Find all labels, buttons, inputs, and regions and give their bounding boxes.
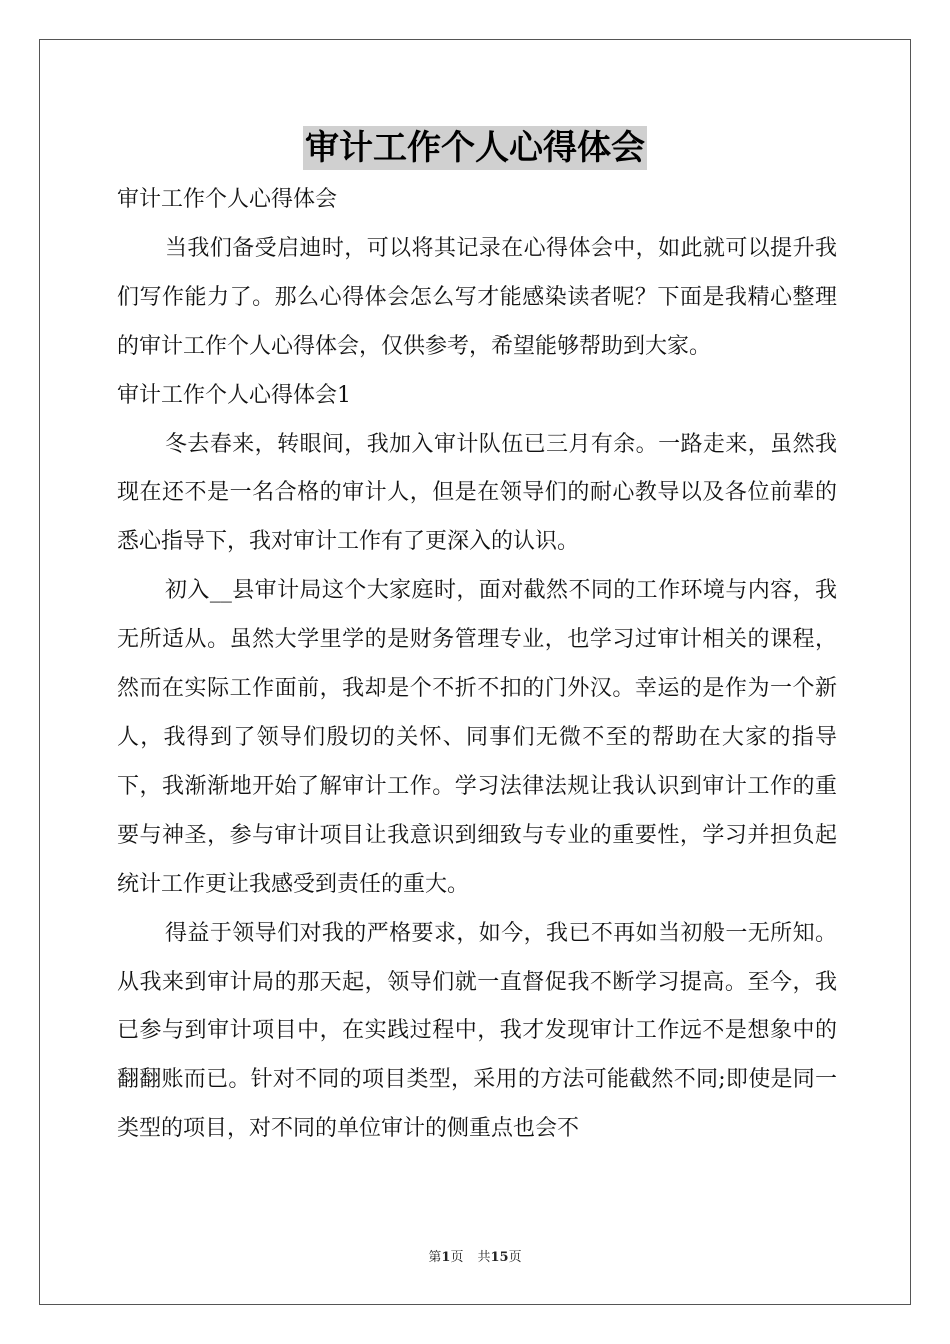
page-footer xyxy=(0,1246,950,1265)
paragraph-3: 得益于领导们对我的严格要求，如今，我已不再如当初般一无所知。从我来到审计局的那天起，领导们就一直督促我不断学习提高。至今，我已参与到审计项目中，在实践过程中，我才发现审计工作远不是想象中的翻翻账而已。针对不同的项目类型，采用的方法可能截然不同;即使是同一类型的项目，对不同的单位审计的侧重点也会不 xyxy=(117,920,837,1142)
total-prefix: 共 xyxy=(477,1250,491,1265)
title-container xyxy=(0,126,950,170)
paragraph-1: 冬去春来，转眼间，我加入审计队伍已三月有余。一路走来，虽然我现在还不是一名合格的审计人，但是在领导们的耐心教导以及各位前辈的悉心指导下，我对审计工作有了更深入的认识。 xyxy=(117,431,837,555)
section-heading: 审计工作个人心得体会1 xyxy=(117,382,351,408)
document-title: 审计工作个人心得体会 xyxy=(305,128,645,168)
paragraph-2: 初入__县审计局这个大家庭时，面对截然不同的工作环境与内容，我无所适从。虽然大学里学的是财务管理专业，也学习过审计相关的课程，然而在实际工作面前，我却是个不折不扣的门外汉。幸运的是作为一个新人，我得到了领导们殷切的关怀、同事们无微不至的帮助在大家的指导下，我渐渐地开始了解审计工作。学习法律法规让我认识到审计工作的重要与神圣，参与审计项目让我意识到细致与专业的重要性，学习并担负起统计工作更让我感受到责任的重大。 xyxy=(117,578,837,897)
page-suffix: 页 xyxy=(450,1250,464,1265)
total-suffix: 页 xyxy=(508,1250,522,1265)
page-prefix: 第 xyxy=(428,1250,442,1265)
paragraph-intro: 当我们备受启迪时，可以将其记录在心得体会中，如此就可以提升我们写作能力了。那么心得体会怎么写才能感染读者呢？下面是我精心整理的审计工作个人心得体会，仅供参考，希望能够帮助到大家。 xyxy=(117,235,837,359)
document-body xyxy=(117,176,837,1154)
document-subtitle: 审计工作个人心得体会 xyxy=(117,187,338,212)
current-page-number: 1 xyxy=(441,1250,451,1265)
total-page-count: 15 xyxy=(490,1250,509,1265)
